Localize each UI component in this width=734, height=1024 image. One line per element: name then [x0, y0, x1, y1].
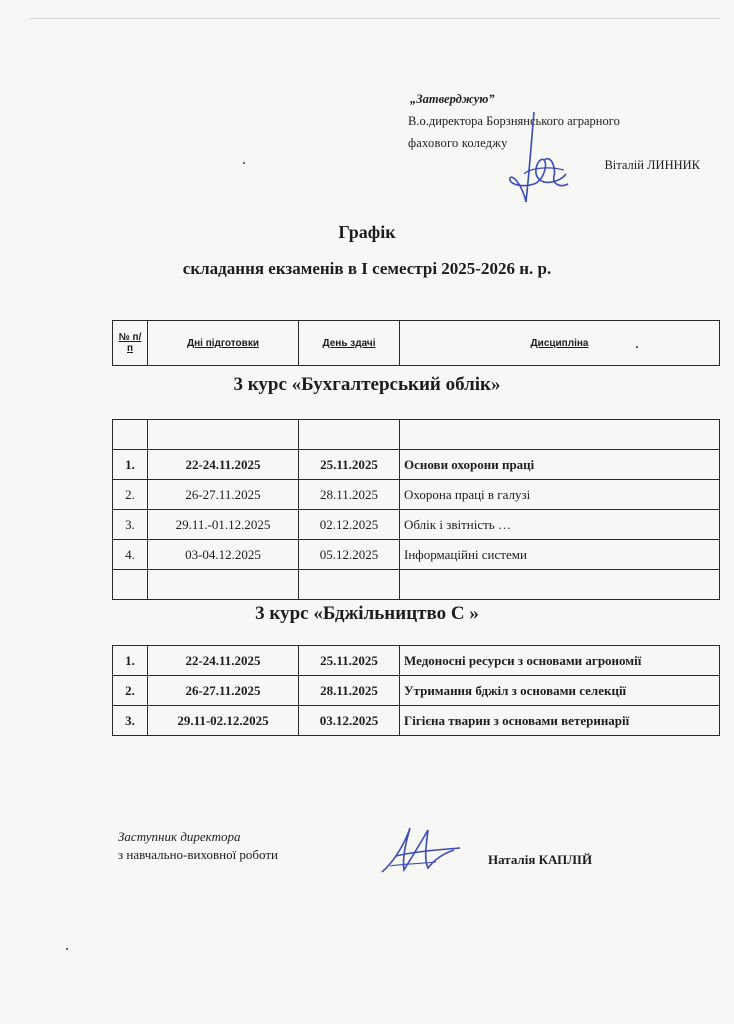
row-prep — [148, 570, 299, 600]
row-subject: Медоносні ресурси з основами агрономії — [400, 646, 720, 676]
row-num: 1. — [113, 450, 148, 480]
row-prep: 26-27.11.2025 — [148, 480, 299, 510]
section-title-beekeeping: 3 курс «Бджільництво С » — [255, 603, 479, 624]
table-row — [113, 540, 720, 570]
header-prep-days: Дні підготовки — [148, 321, 299, 366]
footer-position-line2: з навчально-виховної роботи — [118, 847, 279, 862]
approval-position: В.о.директора Борзнянського аграрного — [408, 114, 620, 128]
deputy-signature-icon — [376, 820, 466, 880]
table-row — [113, 420, 720, 450]
table-row — [113, 706, 720, 736]
footer-position-line1: Заступник директора — [118, 829, 241, 844]
row-subject: Інформаційні системи — [400, 540, 720, 570]
footer-signatory — [118, 828, 278, 864]
row-prep: 26-27.11.2025 — [148, 676, 299, 706]
approval-stamp-text: „Затверджую” — [410, 92, 495, 106]
row-exam: 02.12.2025 — [299, 510, 400, 540]
row-subject — [400, 420, 720, 450]
paper-speck — [243, 162, 245, 164]
table-row — [113, 450, 720, 480]
doc-subtitle: складання екзаменів в І семестрі 2025-2026 н. р. — [182, 259, 552, 278]
row-prep: 22-24.11.2025 — [148, 646, 299, 676]
row-prep: 29.11.-01.12.2025 — [148, 510, 299, 540]
row-subject: Утримання бджіл з основами селекції — [400, 676, 720, 706]
row-num: 4. — [113, 540, 148, 570]
row-subject — [400, 570, 720, 600]
accounting-exam-table — [112, 419, 720, 600]
row-prep: 22-24.11.2025 — [148, 450, 299, 480]
row-prep: 03-04.12.2025 — [148, 540, 299, 570]
row-exam: 25.11.2025 — [299, 646, 400, 676]
header-subject: Дисципліна — [400, 321, 720, 366]
row-exam: 28.11.2025 — [299, 480, 400, 510]
top-edge-line — [30, 18, 720, 19]
row-num — [113, 420, 148, 450]
paper-speck — [636, 346, 638, 348]
doc-title: Графік — [338, 222, 396, 242]
row-exam: 28.11.2025 — [299, 676, 400, 706]
approval-director-name: Віталій ЛИННИК — [604, 158, 700, 172]
row-subject: Охорона праці в галузі — [400, 480, 720, 510]
schedule-header-table — [112, 320, 720, 366]
table-row — [113, 570, 720, 600]
header-exam-day: День здачі — [299, 321, 400, 366]
row-exam: 03.12.2025 — [299, 706, 400, 736]
row-exam — [299, 420, 400, 450]
table-header-row — [113, 321, 720, 366]
approval-institution: фахового коледжу — [408, 136, 508, 150]
table-row — [113, 480, 720, 510]
row-num: 2. — [113, 676, 148, 706]
row-num: 2. — [113, 480, 148, 510]
table-row — [113, 510, 720, 540]
table-row — [113, 676, 720, 706]
row-prep: 29.11-02.12.2025 — [148, 706, 299, 736]
beekeeping-exam-table — [112, 645, 720, 736]
row-prep — [148, 420, 299, 450]
header-num: № п/п — [113, 321, 148, 366]
row-subject: Основи охорони праці — [400, 450, 720, 480]
footer-deputy-name: Наталія КАПЛІЙ — [488, 852, 593, 867]
row-exam: 05.12.2025 — [299, 540, 400, 570]
row-num: 3. — [113, 510, 148, 540]
row-num: 3. — [113, 706, 148, 736]
row-subject: Облік і звітність … — [400, 510, 720, 540]
director-signature-icon — [504, 104, 574, 208]
section-title-accounting: 3 курс «Бухгалтерський облік» — [233, 374, 501, 395]
row-num — [113, 570, 148, 600]
row-exam: 25.11.2025 — [299, 450, 400, 480]
row-num: 1. — [113, 646, 148, 676]
paper-speck — [66, 948, 68, 950]
row-subject: Гігієна тварин з основами ветеринарії — [400, 706, 720, 736]
row-exam — [299, 570, 400, 600]
table-row — [113, 646, 720, 676]
